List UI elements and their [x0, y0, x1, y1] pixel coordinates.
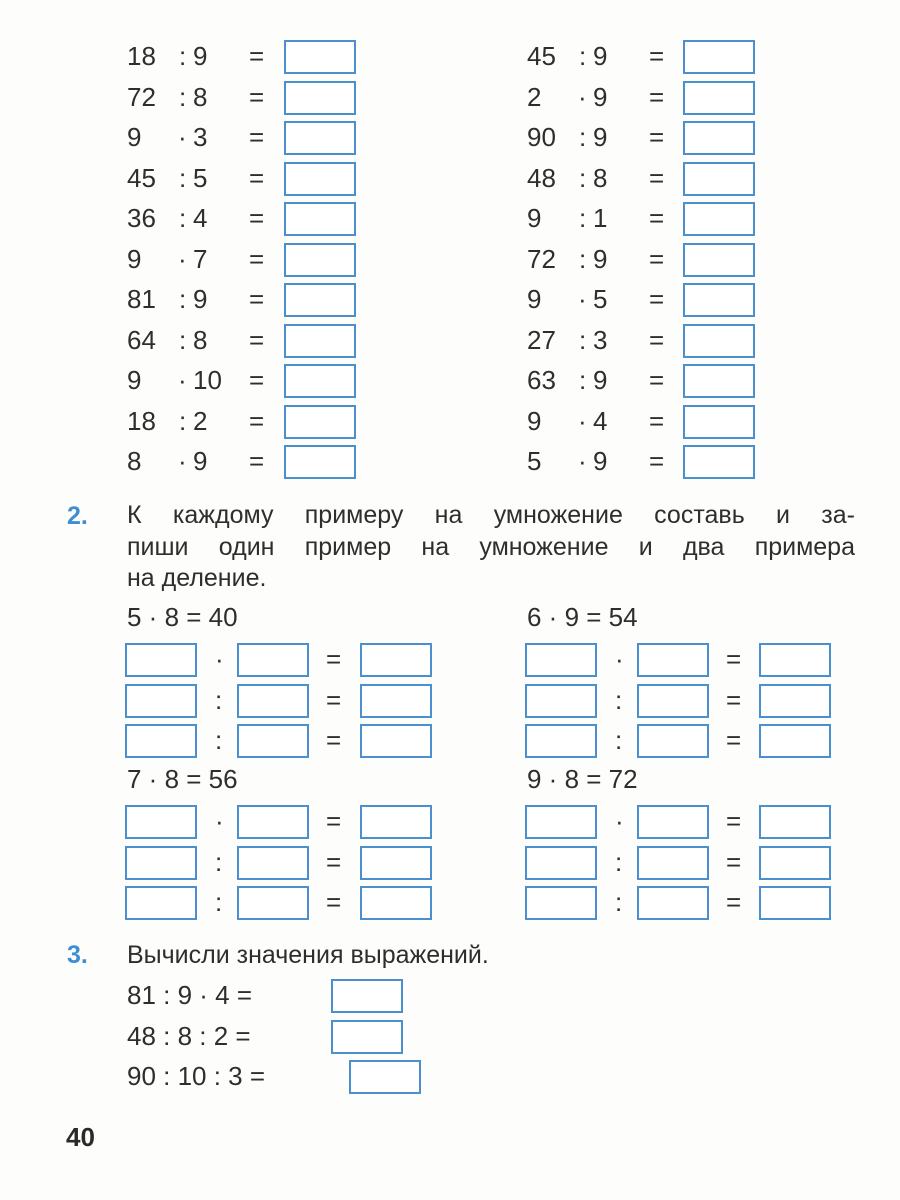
equals-sign: =: [649, 41, 665, 71]
answer-box[interactable]: [683, 243, 755, 277]
answer-box[interactable]: [637, 724, 709, 758]
operand-a: 9: [127, 243, 142, 274]
task-2-number: 2.: [67, 502, 88, 530]
answer-box[interactable]: [331, 1020, 403, 1054]
equals-sign: =: [649, 203, 665, 233]
answer-box[interactable]: [284, 283, 356, 317]
answer-box[interactable]: [759, 643, 831, 677]
expression: 81 : 9 · 4 =: [127, 980, 253, 1010]
operand-b: 5: [193, 162, 208, 193]
answer-box[interactable]: [683, 202, 755, 236]
operand-b: 7: [193, 243, 208, 274]
operator: :: [179, 324, 187, 355]
equals-sign: =: [249, 122, 265, 152]
answer-box[interactable]: [759, 684, 831, 718]
answer-box[interactable]: [683, 283, 755, 317]
answer-box[interactable]: [284, 324, 356, 358]
expression: 90 : 10 : 3 =: [127, 1061, 266, 1091]
operand-b: 9: [593, 446, 608, 476]
operand-b: 8: [193, 324, 208, 355]
operator: :: [215, 725, 223, 755]
answer-box[interactable]: [360, 805, 432, 839]
operand-a: 72: [127, 81, 156, 112]
answer-box[interactable]: [525, 684, 597, 718]
answer-box[interactable]: [525, 846, 597, 880]
operand-a: 81: [127, 284, 156, 314]
operand-b: 9: [593, 243, 608, 274]
operator: :: [615, 846, 623, 877]
answer-box[interactable]: [637, 643, 709, 677]
page-number: 40: [66, 1122, 95, 1152]
operator: ·: [578, 446, 587, 476]
operator: :: [579, 122, 587, 152]
equals-sign: =: [249, 284, 265, 314]
answer-box[interactable]: [237, 643, 309, 677]
answer-box[interactable]: [284, 202, 356, 236]
operand-a: 18: [127, 405, 156, 436]
operator: :: [215, 846, 223, 877]
operator: ·: [615, 644, 624, 674]
operand-a: 45: [127, 162, 156, 193]
equals-sign: =: [649, 405, 665, 436]
answer-box[interactable]: [683, 445, 755, 479]
operand-a: 48: [527, 162, 556, 193]
operand-b: 9: [593, 41, 608, 71]
operand-a: 63: [527, 365, 556, 395]
operand-a: 90: [527, 122, 556, 152]
equals-sign: =: [326, 887, 342, 917]
operator: :: [615, 725, 623, 755]
equals-sign: =: [726, 806, 742, 836]
instruction-line: К каждому примеру на умножение составь и за-: [127, 501, 855, 529]
instruction-line: на деление.: [127, 564, 267, 592]
operand-b: 8: [593, 162, 608, 193]
task-2-instructions: [127, 500, 855, 595]
equals-sign: =: [649, 284, 665, 314]
answer-box[interactable]: [637, 846, 709, 880]
answer-box[interactable]: [284, 162, 356, 196]
operand-a: 9: [527, 405, 542, 436]
operand-b: 3: [593, 324, 608, 355]
task-3-number: 3.: [67, 941, 88, 969]
equals-sign: =: [326, 644, 342, 674]
equals-sign: =: [726, 887, 742, 917]
operand-a: 27: [527, 324, 556, 355]
equals-sign: =: [326, 684, 342, 715]
equals-sign: =: [649, 324, 665, 355]
answer-box[interactable]: [637, 805, 709, 839]
operator: ·: [215, 806, 224, 836]
answer-box[interactable]: [125, 724, 197, 758]
answer-box[interactable]: [360, 684, 432, 718]
operand-b: 9: [193, 284, 208, 314]
equals-sign: =: [726, 644, 742, 674]
operand-a: 2: [527, 81, 542, 112]
answer-box[interactable]: [284, 243, 356, 277]
answer-box[interactable]: [360, 643, 432, 677]
equals-sign: =: [649, 162, 665, 193]
answer-box[interactable]: [284, 445, 356, 479]
equals-sign: =: [726, 725, 742, 755]
operator: :: [579, 41, 587, 71]
answer-box[interactable]: [237, 805, 309, 839]
operator: ·: [178, 446, 187, 476]
answer-box[interactable]: [237, 724, 309, 758]
answer-box[interactable]: [683, 121, 755, 155]
operand-b: 9: [593, 122, 608, 152]
answer-box[interactable]: [525, 805, 597, 839]
answer-box[interactable]: [759, 846, 831, 880]
example-equation: 9 · 8 = 72: [527, 764, 638, 794]
operator: ·: [615, 806, 624, 836]
operator: :: [179, 81, 187, 112]
operator: :: [215, 887, 223, 917]
operand-b: 3: [193, 122, 208, 152]
answer-box[interactable]: [284, 121, 356, 155]
answer-box[interactable]: [525, 886, 597, 920]
operand-b: 10: [193, 365, 222, 395]
operator: :: [579, 162, 587, 193]
example-equation: 5 · 8 = 40: [127, 602, 238, 632]
operand-b: 9: [193, 446, 208, 476]
answer-box[interactable]: [637, 886, 709, 920]
operator: :: [179, 41, 187, 71]
answer-box[interactable]: [360, 846, 432, 880]
answer-box[interactable]: [125, 643, 197, 677]
answer-box[interactable]: [125, 846, 197, 880]
answer-box[interactable]: [125, 684, 197, 718]
answer-box[interactable]: [525, 643, 597, 677]
operator: :: [179, 162, 187, 193]
answer-box[interactable]: [331, 979, 403, 1013]
answer-box[interactable]: [683, 81, 755, 115]
equals-sign: =: [249, 243, 265, 274]
operator: ·: [578, 405, 587, 436]
equals-sign: =: [726, 684, 742, 715]
task-3-title: Вычисли значения выражений.: [127, 941, 489, 969]
equals-sign: =: [249, 405, 265, 436]
answer-box[interactable]: [237, 684, 309, 718]
operand-a: 9: [527, 284, 542, 314]
answer-box[interactable]: [349, 1060, 421, 1094]
equals-sign: =: [649, 81, 665, 112]
equals-sign: =: [649, 365, 665, 395]
operator: ·: [178, 122, 187, 152]
equals-sign: =: [326, 806, 342, 836]
equals-sign: =: [649, 446, 665, 476]
answer-box[interactable]: [683, 162, 755, 196]
answer-box[interactable]: [360, 724, 432, 758]
operand-a: 45: [527, 41, 556, 71]
operand-a: 8: [127, 446, 142, 476]
equals-sign: =: [649, 122, 665, 152]
answer-box[interactable]: [125, 805, 197, 839]
equals-sign: =: [249, 365, 265, 395]
operand-b: 9: [593, 81, 608, 112]
answer-box[interactable]: [237, 886, 309, 920]
equals-sign: =: [249, 203, 265, 233]
operand-b: 9: [593, 365, 608, 395]
operand-a: 72: [527, 243, 556, 274]
operator: :: [179, 284, 187, 314]
operator: :: [579, 203, 587, 233]
operand-b: 4: [193, 203, 208, 233]
operator: ·: [578, 81, 587, 112]
equals-sign: =: [249, 324, 265, 355]
operator: :: [615, 684, 623, 715]
answer-box[interactable]: [284, 364, 356, 398]
answer-box[interactable]: [683, 364, 755, 398]
operator: :: [579, 324, 587, 355]
operand-a: 64: [127, 324, 156, 355]
operator: :: [579, 243, 587, 274]
equals-sign: =: [249, 446, 265, 476]
equals-sign: =: [649, 243, 665, 274]
operator: :: [215, 684, 223, 715]
answer-box[interactable]: [683, 324, 755, 358]
operand-a: 5: [527, 446, 542, 476]
answer-box[interactable]: [683, 40, 755, 74]
operand-b: 5: [593, 284, 608, 314]
answer-box[interactable]: [360, 886, 432, 920]
answer-box[interactable]: [125, 886, 197, 920]
operand-b: 1: [593, 203, 608, 233]
equals-sign: =: [249, 81, 265, 112]
operand-a: 9: [127, 122, 142, 152]
operator: :: [179, 405, 187, 436]
answer-box[interactable]: [759, 886, 831, 920]
equals-sign: =: [726, 846, 742, 877]
operand-b: 8: [193, 81, 208, 112]
answer-box[interactable]: [683, 405, 755, 439]
equals-sign: =: [326, 846, 342, 877]
answer-box[interactable]: [284, 40, 356, 74]
equals-sign: =: [326, 725, 342, 755]
answer-box[interactable]: [284, 405, 356, 439]
operand-b: 4: [593, 405, 608, 436]
operator: ·: [178, 243, 187, 274]
operator: :: [579, 365, 587, 395]
operator: ·: [178, 365, 187, 395]
answer-box[interactable]: [525, 724, 597, 758]
operator: :: [179, 203, 187, 233]
answer-box[interactable]: [637, 684, 709, 718]
operand-b: 2: [193, 405, 208, 436]
equals-sign: =: [249, 41, 265, 71]
instruction-line: пиши один пример на умножение и два примера: [127, 532, 855, 561]
operator: ·: [578, 284, 587, 314]
operand-a: 9: [527, 203, 542, 233]
answer-box[interactable]: [759, 724, 831, 758]
answer-box[interactable]: [759, 805, 831, 839]
expression: 48 : 8 : 2 =: [127, 1020, 251, 1051]
example-equation: 7 · 8 = 56: [127, 764, 238, 794]
answer-box[interactable]: [284, 81, 356, 115]
operand-a: 9: [127, 365, 142, 395]
answer-box[interactable]: [237, 846, 309, 880]
operator: :: [615, 887, 623, 917]
equals-sign: =: [249, 162, 265, 193]
operand-b: 9: [193, 41, 208, 71]
operator: ·: [215, 644, 224, 674]
operand-a: 36: [127, 203, 156, 233]
operand-a: 18: [127, 41, 156, 71]
example-equation: 6 · 9 = 54: [527, 602, 638, 632]
